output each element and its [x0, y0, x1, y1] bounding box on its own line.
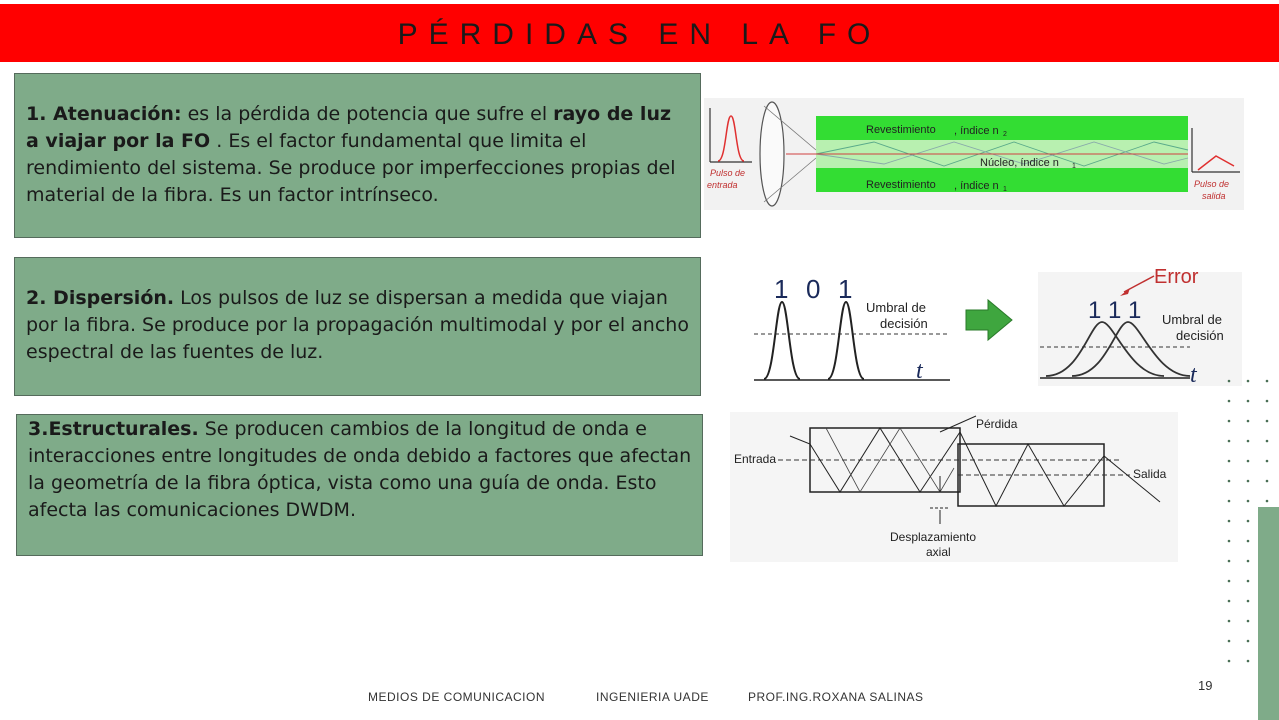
svg-text:, índice n: , índice n [954, 180, 999, 192]
entrada-label: Entrada [734, 452, 777, 466]
structural-box [16, 414, 703, 556]
svg-text:Pulso de: Pulso de [1194, 179, 1230, 189]
svg-text:Núcleo, índice n: Núcleo, índice n [980, 157, 1059, 169]
svg-text:1: 1 [1003, 186, 1007, 193]
axial-displacement-figure [730, 412, 1178, 562]
bit-1b: 1 [838, 274, 853, 304]
axial-label: axial [926, 545, 951, 559]
desplazamiento-label: Desplazamiento [890, 530, 977, 544]
svg-text:, índice n: , índice n [954, 125, 999, 137]
structural-text: Se producen cambios de la longitud de onda e interacciones entre longitudes de onda debido a factores que afectan la geometría de la fibra óptica, vista como una guía de onda. Esto afecta las comunicaciones DWDM. [28, 418, 692, 521]
attenuation-box [14, 73, 701, 238]
svg-text:Revestimiento: Revestimiento [866, 124, 936, 136]
svg-text:Umbral de: Umbral de [1162, 312, 1222, 327]
lens-icon [760, 102, 784, 206]
perdida-label: Pérdida [976, 417, 1018, 431]
dispersion-text: Los pulsos de luz se dispersan a medida que viajan por la fibra. Se produce por la propagación multimodal y por el ancho espectral de las fuentes de luz. [26, 287, 689, 363]
slide-title: PÉRDIDAS EN LA FO [397, 18, 882, 51]
pulses-before [754, 274, 950, 384]
pulses-after [1038, 266, 1242, 386]
dispersion-box [14, 257, 701, 396]
structural-heading: 3.Estructurales. [28, 418, 199, 440]
footer-school: INGENIERIA UADE [596, 690, 709, 704]
attenuation-text-2: . Es el factor fundamental que limita el rendimiento del sistema. Se produce por imperfecciones propias del material de la fibra. Es un factor intrínseco. [26, 130, 676, 206]
svg-text:t: t [1190, 362, 1197, 386]
salida-label: Salida [1133, 467, 1167, 481]
svg-text:1: 1 [1128, 297, 1142, 324]
attenuation-heading: 1. Atenuación: [26, 103, 182, 125]
attenuation-bold: rayo de luz a viajar por la FO [26, 103, 672, 152]
bit-0: 0 [806, 274, 821, 304]
side-accent-bar [1258, 507, 1279, 720]
page-number: 19 [1198, 678, 1213, 693]
green-arrow-icon [966, 300, 1012, 340]
svg-text:Umbral de: Umbral de [866, 300, 926, 315]
svg-text:Pulso de: Pulso de [710, 168, 746, 178]
svg-text:decisión: decisión [1176, 328, 1224, 343]
svg-text:Revestimiento: Revestimiento [866, 179, 936, 191]
svg-text:t: t [916, 358, 923, 384]
error-label: Error [1154, 266, 1199, 288]
svg-text:1: 1 [1088, 297, 1102, 324]
dispersion-figure [750, 262, 1242, 386]
svg-text:entrada: entrada [707, 180, 738, 190]
svg-text:2: 2 [1003, 131, 1007, 138]
svg-text:salida: salida [1202, 191, 1226, 201]
fiber-attenuation-figure [704, 98, 1244, 210]
bit-1: 1 [774, 274, 789, 304]
svg-text:decisión: decisión [880, 316, 928, 331]
footer-professor: PROF.ING.ROXANA SALINAS [748, 690, 924, 704]
footer-course: MEDIOS DE COMUNICACION [368, 690, 546, 704]
svg-text:1: 1 [1108, 297, 1122, 324]
dispersion-heading: 2. Dispersión. [26, 287, 175, 309]
attenuation-text-1: es la pérdida de potencia que sufre el [181, 103, 554, 125]
svg-text:1: 1 [1072, 163, 1076, 170]
